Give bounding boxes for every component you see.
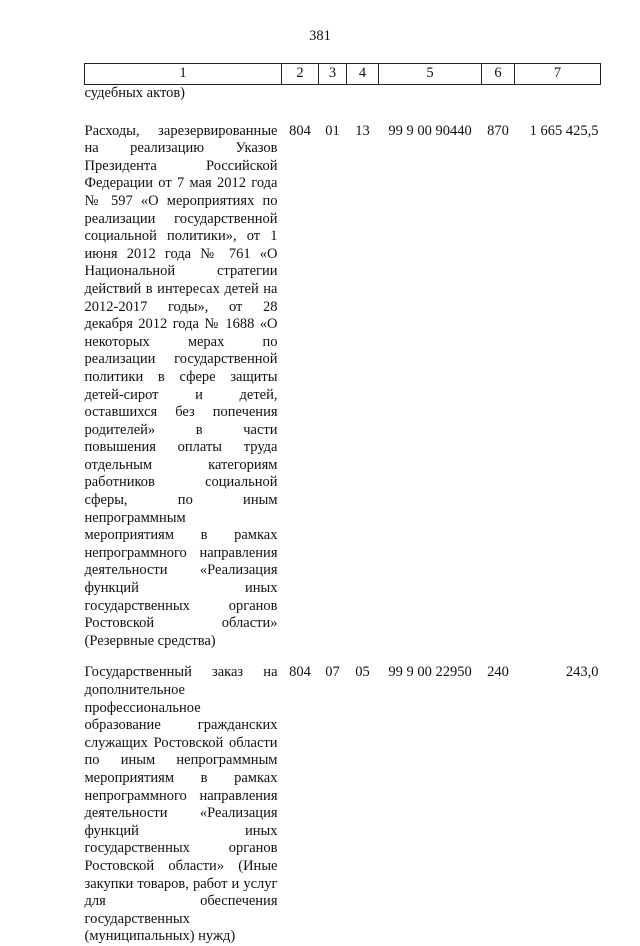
row-name: Государственный заказ на дополнительное профессиональное образование гражданских служащих Ростовской области по иным непрограммным мероприятиям в рамках непрограммного направления деятельности «Реализация функций иных государственных органов Ростовской области» (Иные закупки товаров, работ и услуг для обеспечения государственных (муниципальных) нужд) xyxy=(84,664,278,945)
continuation-text: судебных актов) xyxy=(84,85,186,101)
column-header-7: 7 xyxy=(515,64,601,85)
section-code: 01 xyxy=(325,122,340,139)
section-code: 07 xyxy=(325,664,340,681)
table-row xyxy=(85,650,601,946)
target-code: 99 9 00 22950 xyxy=(388,664,472,681)
target-code: 99 9 00 90440 xyxy=(388,122,472,139)
table-header-row xyxy=(85,64,601,85)
ministry-code: 804 xyxy=(289,122,311,139)
column-header-5: 5 xyxy=(379,64,482,85)
column-header-1: 1 xyxy=(85,64,282,85)
subsection-code: 05 xyxy=(355,664,370,681)
table-row xyxy=(85,103,601,651)
column-header-2: 2 xyxy=(282,64,319,85)
page-number: 381 xyxy=(309,28,331,44)
subsection-code: 13 xyxy=(355,122,370,139)
table-row-continuation xyxy=(85,85,601,103)
column-header-4: 4 xyxy=(347,64,379,85)
ministry-code: 804 xyxy=(289,664,311,681)
column-header-6: 6 xyxy=(482,64,515,85)
column-header-3: 3 xyxy=(319,64,347,85)
row-name: Расходы, зарезервированные на реализацию Указов Президента Российской Федерации от 7 мая 2012 года № 597 «О мероприятиях по реализации государственной социальной политики», от 1 июня 2012 года № 761 «О Национальной стратегии действий в интересах детей на 2012-2017 годы», от 28 декабря 2012 года № 1688 «О некоторых мерах по реализации государственной политики в сфере защиты детей-сирот и детей, оставшихся без попечения родителей» в части повышения оплаты труда отдельным категориям работников социальной сферы, по иным непрограммным мероприятиям в рамках непрограммного направления деятельности «Реализация функций иных государственных органов Ростовской области» (Резервные средства) xyxy=(84,122,278,649)
amount: 1 665 425,5 xyxy=(529,122,599,139)
budget-table xyxy=(84,63,601,946)
amount: 243,0 xyxy=(565,664,599,681)
expense-type-code: 870 xyxy=(487,122,509,139)
expense-type-code: 240 xyxy=(487,664,509,681)
